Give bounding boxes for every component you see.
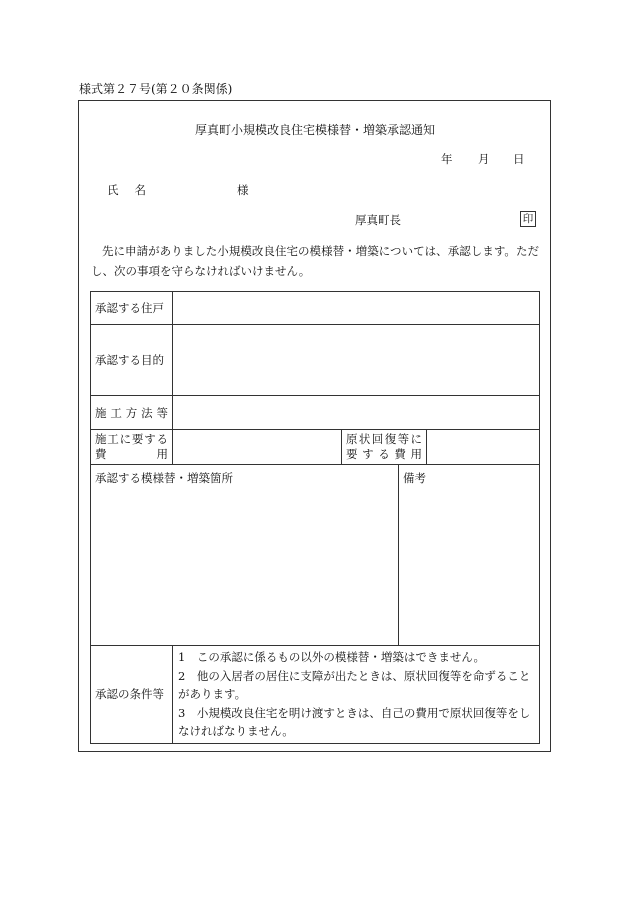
form-number-label: 様式第２７号(第２０条関係) (79, 82, 233, 96)
purpose-value-cell[interactable] (173, 325, 540, 396)
notice-body: 先に申請がありました小規模改良住宅の模様替・増築については、承認します。ただし、次の事項を守らなければいけません。 (91, 244, 539, 278)
condition-item: 1 この承認に係るもの以外の模様替・増築はできません。 (178, 650, 486, 664)
condition-item: 2 他の入居者の居住に支障が出たときは、原状回復等を命ずることがあります。 (178, 668, 531, 701)
remarks-label: 備考 (403, 471, 426, 485)
method-value-cell[interactable] (173, 396, 540, 430)
date-month: 月 (478, 152, 490, 166)
purpose-label: 承認する目的 (91, 325, 173, 396)
conditions-list (173, 646, 540, 744)
construction-cost-value-cell[interactable] (173, 430, 342, 465)
date-year: 年 (441, 152, 453, 166)
seal-stamp: 印 (520, 211, 536, 227)
restoration-cost-value-cell[interactable] (427, 430, 540, 465)
dwelling-label: 承認する住戸 (91, 292, 173, 325)
recipient-name-label: 氏名 (107, 183, 162, 197)
restoration-cost-label: 原状回復等に 要する費用 (342, 430, 427, 465)
condition-item: 3 小規模改良住宅を明け渡すときは、自己の費用で原状回復等をしなければなりません。 (178, 705, 531, 738)
dwelling-value-cell[interactable] (173, 292, 540, 325)
approval-details-table (90, 291, 540, 744)
document-title: 厚真町小規模改良住宅模様替・増築承認通知 (194, 123, 435, 137)
locations-cell[interactable] (91, 465, 399, 646)
construction-cost-label: 施工に要する 費用 (91, 430, 173, 465)
remarks-cell[interactable] (399, 465, 540, 646)
issuer-title: 厚真町長 (355, 213, 401, 227)
method-label: 施工方法等 (91, 396, 173, 430)
date-day: 日 (513, 152, 525, 166)
conditions-label: 承認の条件等 (91, 646, 173, 744)
recipient-honorific: 様 (237, 183, 249, 197)
locations-label: 承認する模様替・増築箇所 (95, 471, 233, 485)
